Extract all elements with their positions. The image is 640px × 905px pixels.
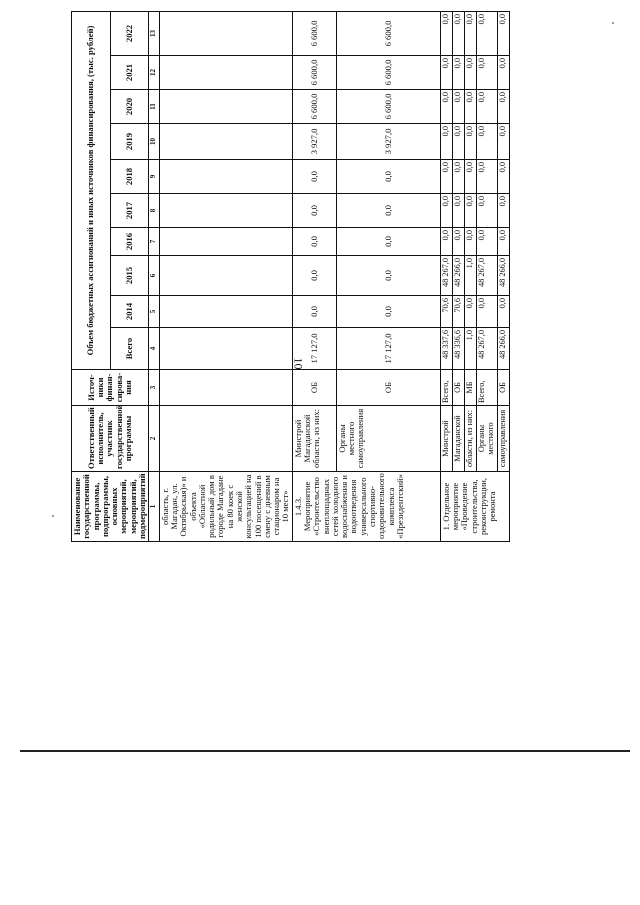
column-number: 5 xyxy=(149,296,160,328)
column-number: 6 xyxy=(149,256,160,296)
header-year: 2019 xyxy=(110,124,149,160)
row-value: 0,0 xyxy=(440,228,452,256)
row-value: 70,6 xyxy=(440,296,452,328)
row-value: 0,0 xyxy=(452,228,464,256)
row-value: 17 127,0 xyxy=(336,328,440,370)
column-number: 12 xyxy=(149,56,160,90)
row-name: 1.4.3. Мероприятие «Строительство внеплощадных сетей холодного водоснабжения и водоотведения универсального спортивно-оздоровительного комплекса «Президентский» xyxy=(292,472,440,542)
row-value: 0,0 xyxy=(452,11,464,55)
row-value: 0,0 xyxy=(336,194,440,228)
table-row xyxy=(476,11,497,541)
row-value: 0,0 xyxy=(497,194,509,228)
table-row xyxy=(464,11,476,541)
table-row xyxy=(292,11,336,541)
row-value: 0,0 xyxy=(464,194,476,228)
row-value: 0,0 xyxy=(497,296,509,328)
row-value: 0,0 xyxy=(476,228,497,256)
row-value: 0,0 xyxy=(497,124,509,160)
row-source xyxy=(159,370,292,406)
row-value: 6 600,0 xyxy=(292,90,336,124)
row-value: 0,0 xyxy=(292,228,336,256)
page-number: 10 xyxy=(291,357,306,370)
row-value: 48 267,0 xyxy=(440,256,452,296)
row-value xyxy=(159,194,292,228)
row-source: Всего, xyxy=(476,370,497,406)
row-value: 0,0 xyxy=(476,296,497,328)
row-value xyxy=(159,11,292,55)
row-value: 0,0 xyxy=(476,90,497,124)
row-value xyxy=(159,256,292,296)
row-value: 0,0 xyxy=(292,256,336,296)
row-value xyxy=(159,90,292,124)
row-value: 6 600,0 xyxy=(292,56,336,90)
row-source: ОБ xyxy=(292,370,336,406)
row-value: 48 266,0 xyxy=(452,256,464,296)
row-value: 0,0 xyxy=(452,124,464,160)
row-source: ОБ xyxy=(497,370,509,406)
header-source: Источ-ники финан-сирова-ния xyxy=(72,370,149,406)
row-value: 48 267,0 xyxy=(476,328,497,370)
row-value: 0,0 xyxy=(336,228,440,256)
row-value: 0,0 xyxy=(497,90,509,124)
column-number: 8 xyxy=(149,194,160,228)
row-value: 0,0 xyxy=(440,90,452,124)
header-year: 2017 xyxy=(110,194,149,228)
header-year: 2018 xyxy=(110,160,149,194)
row-responsible: Органы местного xyxy=(476,406,497,472)
row-responsible: Магаданской xyxy=(452,406,464,472)
table-row xyxy=(497,11,509,541)
row-value xyxy=(159,296,292,328)
row-value: 48 336,6 xyxy=(452,328,464,370)
row-value: 0,0 xyxy=(464,228,476,256)
row-value: 0,0 xyxy=(476,160,497,194)
row-value: 1,0 xyxy=(464,256,476,296)
header-year: 2014 xyxy=(110,296,149,328)
column-number: 2 xyxy=(149,406,160,472)
row-value: 70,6 xyxy=(452,296,464,328)
row-responsible: области, из них: xyxy=(464,406,476,472)
row-value xyxy=(159,56,292,90)
column-number: 1 xyxy=(149,472,160,542)
row-value: 0,0 xyxy=(336,256,440,296)
row-value: 0,0 xyxy=(336,296,440,328)
row-value: 48 267,0 xyxy=(476,256,497,296)
row-value: 0,0 xyxy=(440,124,452,160)
row-value: 0,0 xyxy=(292,194,336,228)
table-row xyxy=(336,11,440,541)
row-source: МБ xyxy=(464,370,476,406)
row-value: 0,0 xyxy=(476,11,497,55)
header-year: 2021 xyxy=(110,56,149,90)
row-value: 0,0 xyxy=(440,11,452,55)
column-number: 7 xyxy=(149,228,160,256)
row-value: 6 600,0 xyxy=(336,56,440,90)
row-value: 3 927,0 xyxy=(292,124,336,160)
row-value: 0,0 xyxy=(476,56,497,90)
row-value: 0,0 xyxy=(464,296,476,328)
row-value: 6 600,0 xyxy=(292,11,336,55)
header-year: 2022 xyxy=(110,11,149,55)
row-value: 17 127,0 xyxy=(292,328,336,370)
row-value: 3 927,0 xyxy=(336,124,440,160)
row-value xyxy=(159,328,292,370)
row-responsible xyxy=(159,406,292,472)
header-row xyxy=(72,11,111,541)
header-name: Наименование государственной программы, подпрограммы, основных мероприятий, мероприятий, подмероприятий xyxy=(72,472,149,542)
table-row xyxy=(440,11,452,541)
row-value: 0,0 xyxy=(497,11,509,55)
row-responsible: Минстрой xyxy=(440,406,452,472)
column-number: 3 xyxy=(149,370,160,406)
row-value: 6 600,0 xyxy=(336,11,440,55)
column-number: 9 xyxy=(149,160,160,194)
row-value: 48 266,0 xyxy=(497,256,509,296)
row-value xyxy=(159,228,292,256)
row-value: 0,0 xyxy=(476,194,497,228)
row-value: 0,0 xyxy=(464,124,476,160)
column-number: 13 xyxy=(149,11,160,55)
row-value: 0,0 xyxy=(440,56,452,90)
row-value: 0,0 xyxy=(464,160,476,194)
table-row xyxy=(452,11,464,541)
column-number-row xyxy=(149,11,160,541)
row-source: Всего, xyxy=(440,370,452,406)
row-value: 0,0 xyxy=(476,124,497,160)
budget-table-container xyxy=(71,12,541,542)
row-value: 0,0 xyxy=(452,56,464,90)
row-value: 0,0 xyxy=(292,160,336,194)
row-value: 48 266,0 xyxy=(497,328,509,370)
column-number: 4 xyxy=(149,328,160,370)
column-number: 11 xyxy=(149,90,160,124)
table-row xyxy=(159,11,292,541)
row-value: 1,0 xyxy=(464,328,476,370)
row-value: 0,0 xyxy=(452,90,464,124)
scan-speck xyxy=(612,22,614,24)
row-value: 0,0 xyxy=(497,160,509,194)
row-value: 0,0 xyxy=(464,90,476,124)
header-year: 2020 xyxy=(110,90,149,124)
header-budget-group: Объем бюджетных ассигнований и иных источников финансирования, (тыс. рублей) xyxy=(72,11,111,369)
scan-speck xyxy=(52,515,54,517)
row-source: ОБ xyxy=(452,370,464,406)
row-value: 0,0 xyxy=(452,160,464,194)
row-value: 0,0 xyxy=(292,296,336,328)
header-year: 2016 xyxy=(110,228,149,256)
row-value: 0,0 xyxy=(440,194,452,228)
column-number: 10 xyxy=(149,124,160,160)
header-total: Всего xyxy=(110,328,149,370)
row-value: 48 337,6 xyxy=(440,328,452,370)
row-value: 0,0 xyxy=(464,11,476,55)
row-responsible: Органы местного самоуправления xyxy=(336,406,440,472)
row-name: область, г. Магадан, ул. Октябрьская)» и объекта «Областной родильный дом в городе Магадане на 80 коек с женской консультацией на 100 посещений в смену с дневным стационаром на 10 мест» xyxy=(159,472,292,542)
row-source: ОБ xyxy=(336,370,440,406)
page-divider-line xyxy=(20,750,630,752)
row-responsible: самоуправления xyxy=(497,406,509,472)
row-value: 0,0 xyxy=(497,228,509,256)
row-value: 0,0 xyxy=(497,56,509,90)
header-responsible: Ответственный исполнитель, участник государственной программы xyxy=(72,406,149,472)
row-value: 0,0 xyxy=(464,56,476,90)
row-name: 1. Отдельное мероприятие «Проведение строительства, реконструкции, ремонта xyxy=(440,472,509,542)
header-year: 2015 xyxy=(110,256,149,296)
row-responsible: Минстрой Магаданской области, из них: xyxy=(292,406,336,472)
row-value: 6 600,0 xyxy=(336,90,440,124)
row-value: 0,0 xyxy=(336,160,440,194)
row-value: 0,0 xyxy=(452,194,464,228)
row-value xyxy=(159,124,292,160)
budget-table xyxy=(71,11,510,542)
row-value: 0,0 xyxy=(440,160,452,194)
row-value xyxy=(159,160,292,194)
